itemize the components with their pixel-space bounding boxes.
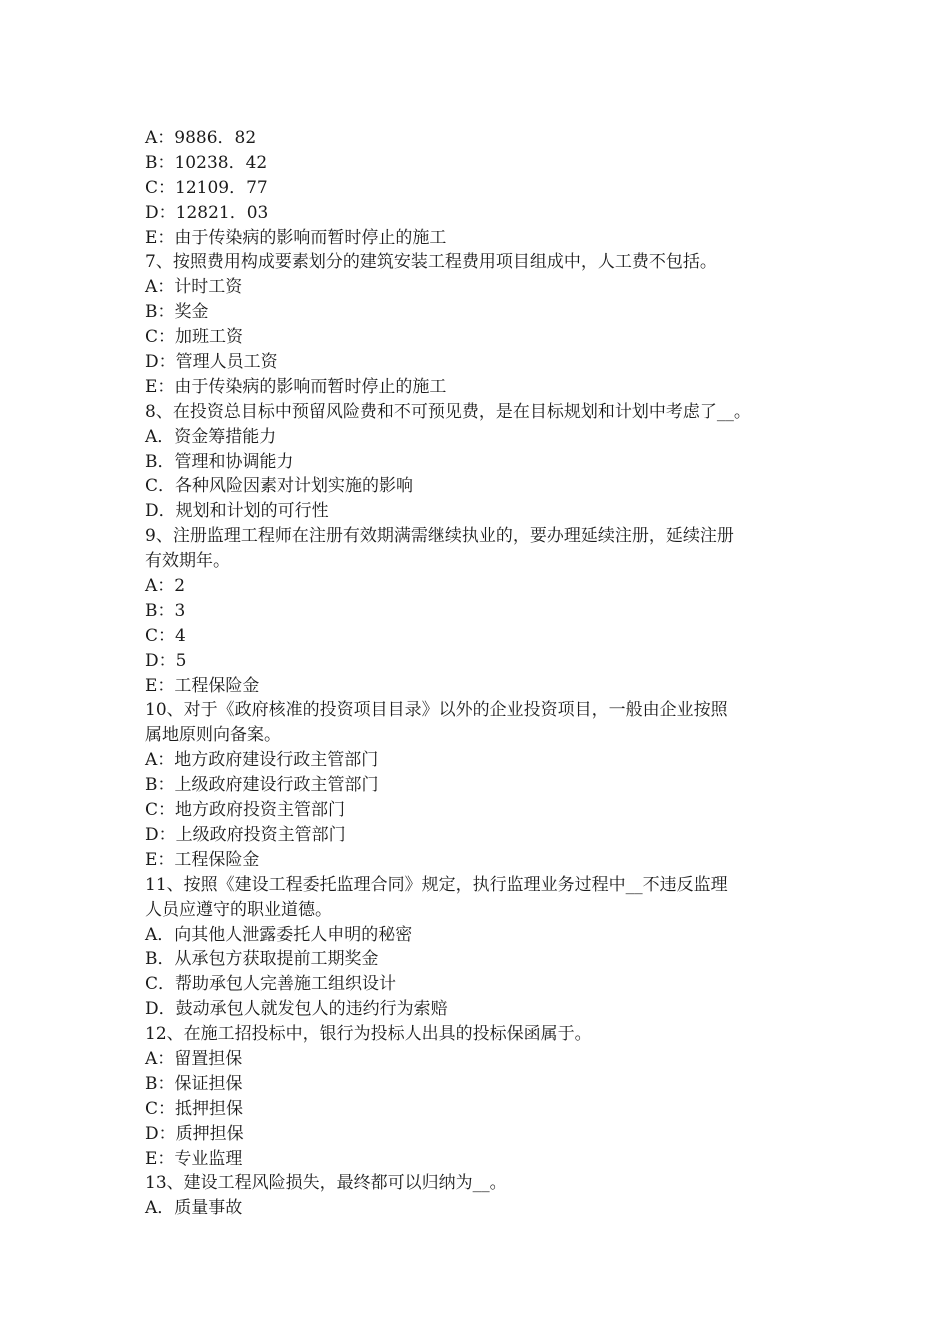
question-12: 12、在施工招投标中，银行为投标人出具的投标保函属于。 <box>145 1024 592 1045</box>
option-b-q11: B．从承包方获取提前工期奖金 <box>145 949 379 970</box>
option-c-q7: C：加班工资 <box>145 327 244 348</box>
option-c-q10: C：地方政府投资主管部门 <box>145 800 346 821</box>
option-e-q9: E：工程保险金 <box>145 675 260 696</box>
option-a-q13: A．质量事故 <box>145 1198 243 1219</box>
option-e-q12: E：专业监理 <box>145 1148 243 1169</box>
document-body <box>145 126 825 1221</box>
option-c-q9: C：4 <box>145 625 186 646</box>
question-7: 7、按照费用构成要素划分的建筑安装工程费用项目组成中，人工费不包括。 <box>145 252 717 273</box>
option-d-q12: D：质押担保 <box>145 1123 244 1144</box>
option-b-q9: B：3 <box>145 600 186 621</box>
option-d-q10: D：上级政府投资主管部门 <box>145 824 346 845</box>
question-8: 8、在投资总目标中预留风险费和不可预见费，是在目标规划和计划中考虑了__。 <box>145 401 751 422</box>
option-b-q8: B．管理和协调能力 <box>145 451 294 472</box>
option-d-q11: D．鼓动承包人就发包人的违约行为索赔 <box>145 999 448 1020</box>
option-c-q12: C：抵押担保 <box>145 1098 244 1119</box>
option-c-q6: C：12109．77 <box>145 177 268 198</box>
option-b-q10: B：上级政府建设行政主管部门 <box>145 775 379 796</box>
option-a-q8: A．资金筹措能力 <box>145 426 277 447</box>
option-a-q11: A．向其他人泄露委托人申明的秘密 <box>145 924 413 945</box>
option-d-q7: D：管理人员工资 <box>145 352 278 373</box>
question-10: 10、对于《政府核准的投资项目目录》以外的企业投资项目，一般由企业按照 <box>145 700 728 721</box>
option-e-q7: E：由于传染病的影响而暂时停止的施工 <box>145 376 447 397</box>
option-a-q10: A：地方政府建设行政主管部门 <box>145 750 379 771</box>
option-d-q9: D：5 <box>145 650 187 671</box>
question-13: 13、建设工程风险损失，最终都可以归纳为__。 <box>145 1173 507 1194</box>
option-c-q8: C．各种风险因素对计划实施的影响 <box>145 476 414 497</box>
option-b-q6: B：10238．42 <box>145 152 268 173</box>
option-e-q10: E：工程保险金 <box>145 849 260 870</box>
option-b-q7: B：奖金 <box>145 302 209 323</box>
option-a-q7: A：计时工资 <box>145 277 243 298</box>
option-c-q11: C．帮助承包人完善施工组织设计 <box>145 974 397 995</box>
question-10-cont: 属地原则向备案。 <box>145 725 281 746</box>
option-b-q12: B：保证担保 <box>145 1073 243 1094</box>
option-e-q6: E：由于传染病的影响而暂时停止的施工 <box>145 227 447 248</box>
option-d-q6: D：12821．03 <box>145 202 269 223</box>
option-d-q8: D．规划和计划的可行性 <box>145 501 329 522</box>
option-a-q9: A：2 <box>145 576 186 597</box>
question-11: 11、按照《建设工程委托监理合同》规定，执行监理业务过程中__不违反监理 <box>145 874 728 895</box>
question-9: 9、注册监理工程师在注册有效期满需继续执业的，要办理延续注册，延续注册 <box>145 526 734 547</box>
option-a-q6: A：9886．82 <box>145 128 257 148</box>
question-11-cont: 人员应遵守的职业道德。 <box>145 899 332 920</box>
option-a-q12: A：留置担保 <box>145 1048 243 1069</box>
question-9-cont: 有效期年。 <box>145 551 230 572</box>
